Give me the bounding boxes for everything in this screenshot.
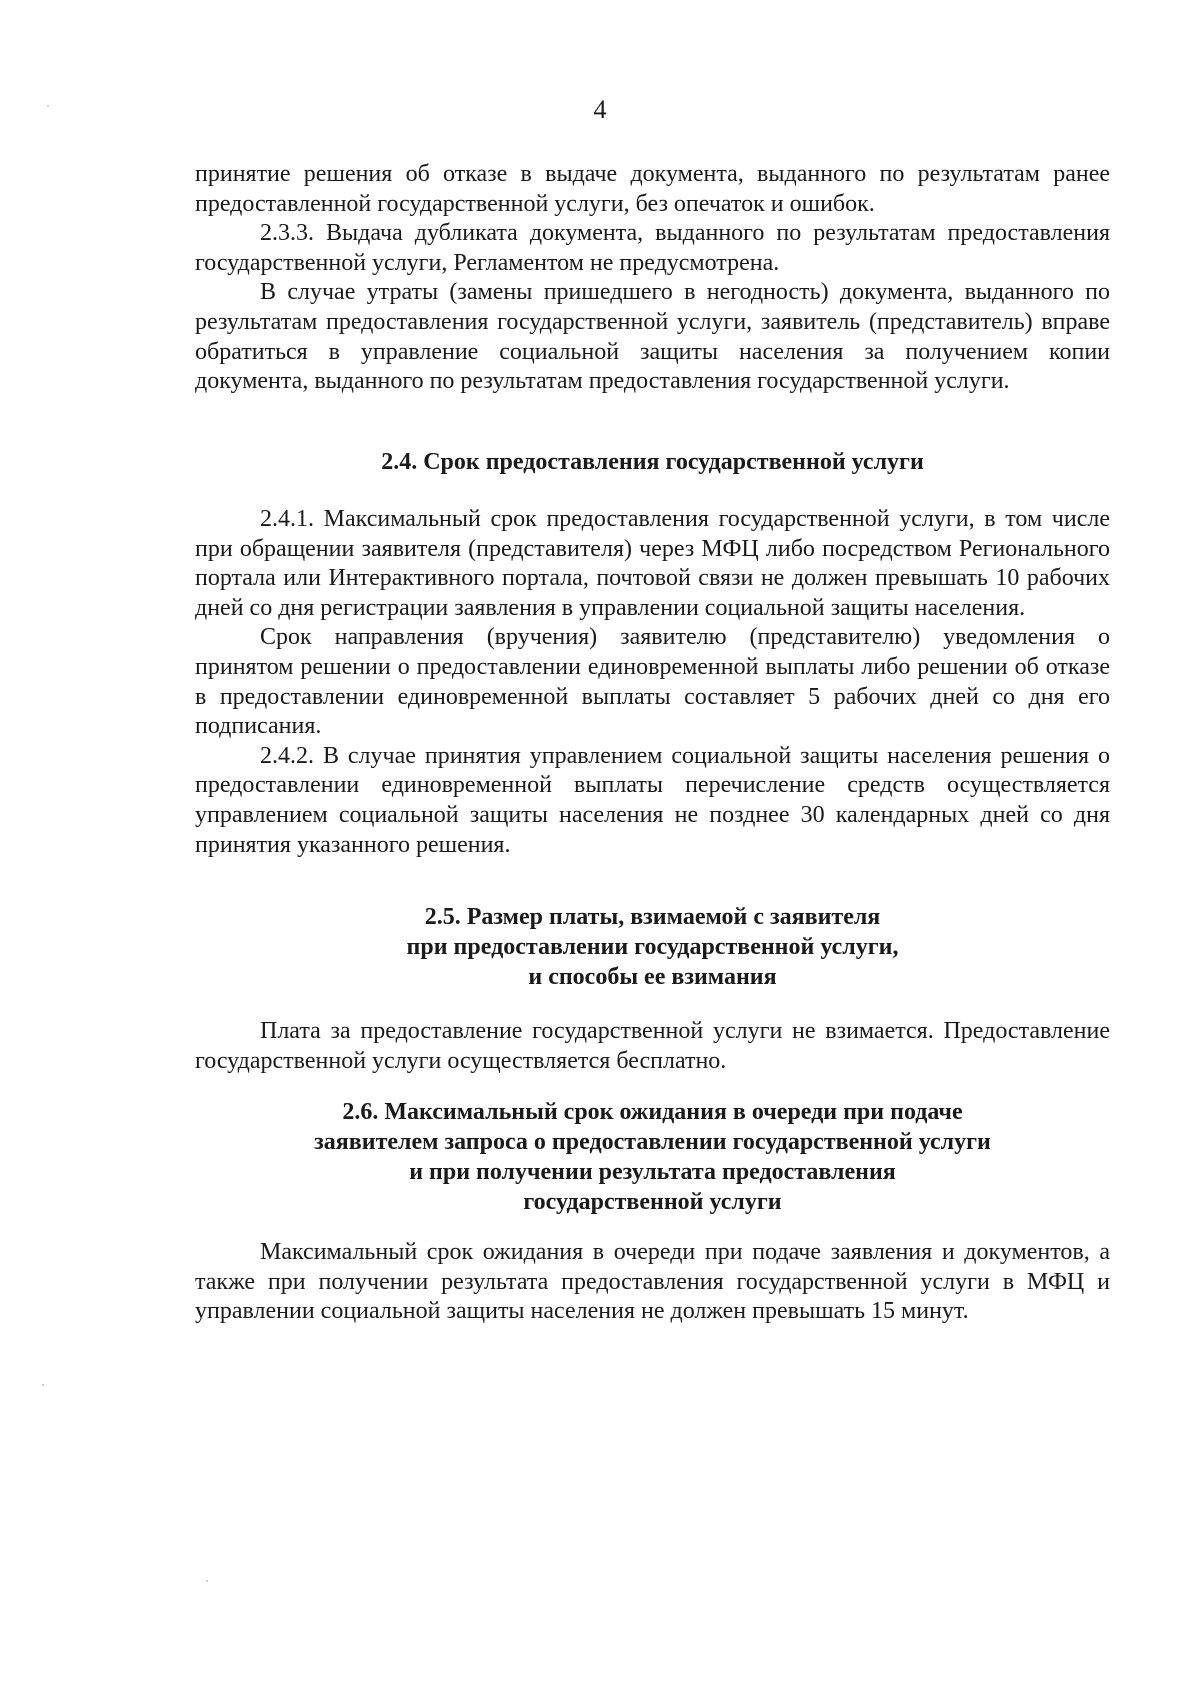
scan-speck: [42, 1384, 44, 1386]
paragraph: 2.4.1. Максимальный срок предоставления государственной услуги, в том числе при обращении заявителя (представителя) через МФЦ либо посредством Регионального портала или Интерактивного портала, почтовой связи не должен превышать 10 рабочих дней со дня регистрации заявления в управлении социальной защиты населения.: [195, 506, 1110, 621]
section-2-4-body: [195, 505, 1110, 860]
scan-speck: [206, 1580, 208, 1582]
heading-line: при предоставлении государственной услуги,: [406, 934, 899, 960]
paragraph: Срок направления (вручения) заявителю (представителю) уведомления о принятом решении о предоставлении единовременной выплаты либо решении об отказе в предоставлении единовременной выплаты составляет 5 рабочих дней со дня его подписания.: [195, 624, 1110, 740]
heading-line: заявителем запроса о предоставлении государственной услуги: [314, 1129, 991, 1155]
heading-line: и способы ее взимания: [528, 964, 777, 990]
paragraph: В случае утраты (замены пришедшего в негодность) документа, выданного по результатам предоставления государственной услуги, заявитель (представитель) вправе обратиться в управление социальной защиты населения за получением копии документа, выданного по результатам предоставления государственной услуги.: [195, 279, 1110, 395]
page-number: 4: [593, 95, 607, 124]
paragraph: Максимальный срок ожидания в очереди при подаче заявления и документов, а также при получении результата предоставления государственной услуги в МФЦ и управлении социальной защиты населения не должен превышать 15 минут.: [195, 1239, 1110, 1325]
paragraph: 2.3.3. Выдача дубликата документа, выданного по результатам предоставления государственной услуги, Регламентом не предусмотрена.: [195, 220, 1110, 276]
section-heading-2-6: [195, 1097, 1110, 1217]
paragraph: 2.4.2. В случае принятия управлением социальной защиты населения решения о предоставлении единовременной выплаты перечисление средств осуществляется управлением социальной защиты населения не позднее 30 календарных дней со дня принятия указанного решения.: [195, 742, 1110, 858]
heading-line: 2.4. Срок предоставления государственной услуги: [381, 449, 924, 475]
paragraph: Плата за предоставление государственной услуги не взимается. Предоставление государственной услуги осуществляется бесплатно.: [195, 1018, 1110, 1074]
section-2-5-body: [195, 1017, 1110, 1076]
scan-speck: [47, 105, 49, 107]
paragraph: принятие решения об отказе в выдаче документа, выданного по результатам ранее предоставленной государственной услуги, без опечаток и ошибок.: [195, 161, 1110, 217]
heading-line: и при получении результата предоставления: [409, 1159, 896, 1185]
section-heading-2-4: [195, 447, 1110, 477]
heading-line: 2.6. Максимальный срок ожидания в очереди при подаче: [342, 1099, 963, 1125]
section-2-3-continuation: [195, 160, 1110, 397]
section-2-6-body: [195, 1238, 1110, 1327]
heading-line: государственной услуги: [523, 1189, 782, 1215]
section-heading-2-5: [195, 902, 1110, 992]
heading-line: 2.5. Размер платы, взимаемой с заявителя: [424, 904, 881, 930]
